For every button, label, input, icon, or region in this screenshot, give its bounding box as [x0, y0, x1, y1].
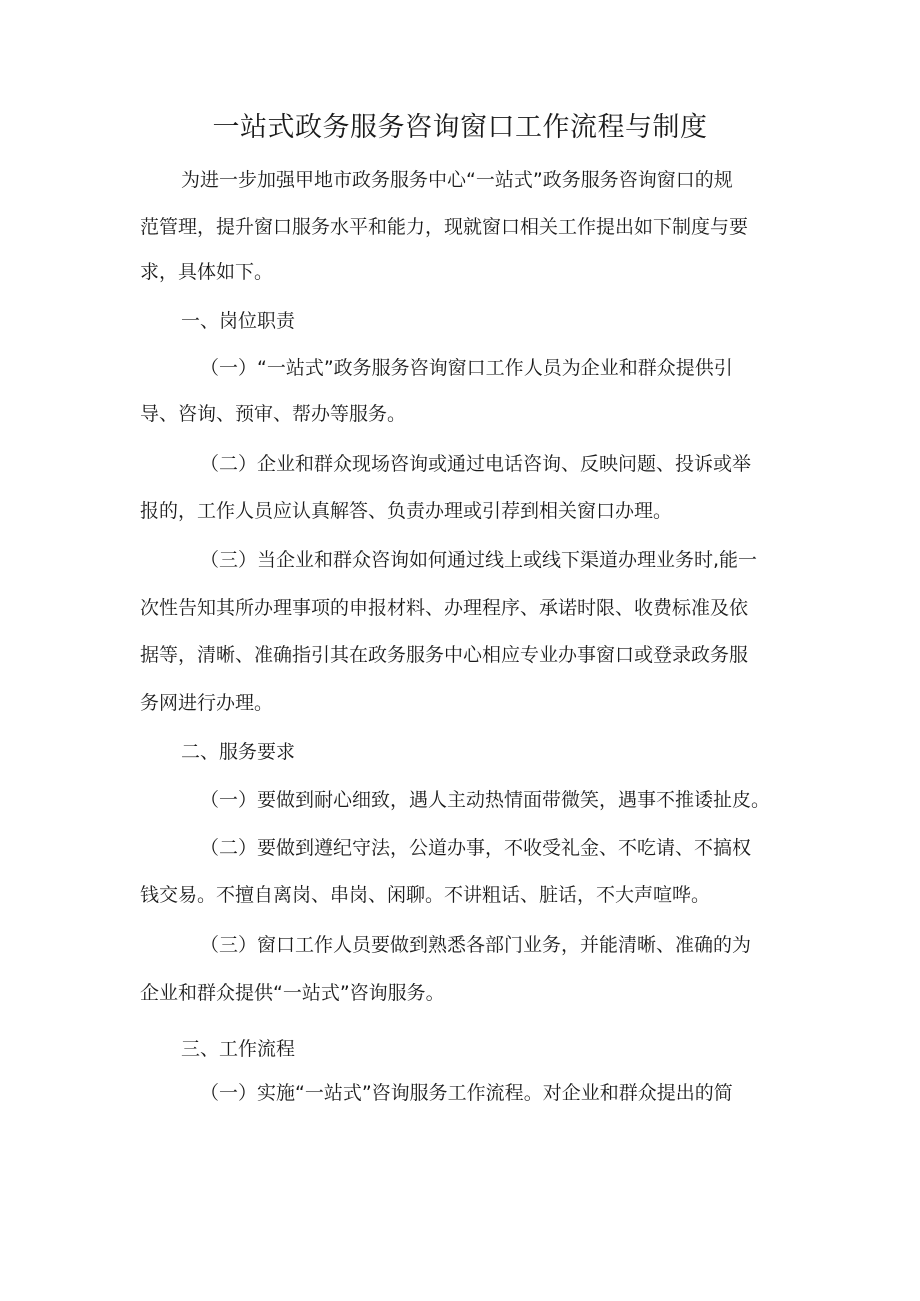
item-2-1-line-1: （一）要做到耐心细致，遇人主动热情面带微笑，遇事不推诿扯皮。 — [200, 789, 771, 811]
item-1-1-line-1: （一）“一站式”政务服务咨询窗口工作人员为企业和群众提供引 — [200, 357, 733, 379]
item-1-2-line-2: 报的，工作人员应认真解答、负责办理或引荐到相关窗口办理。 — [140, 500, 673, 522]
item-1-3-line-1: （三）当企业和群众咨询如何通过线上或线下渠道办理业务时,能一 — [200, 549, 758, 571]
section-heading-3: 三、工作流程 — [181, 1038, 296, 1060]
item-3-1-line-1: （一）实施“一站式”咨询服务工作流程。对企业和群众提出的简 — [200, 1082, 733, 1104]
section-heading-2: 二、服务要求 — [181, 741, 296, 763]
paragraph-intro-line-3: 求，具体如下。 — [140, 261, 274, 283]
item-1-3-line-2: 次性告知其所办理事项的申报材料、办理程序、承诺时限、收费标准及依 — [140, 597, 749, 619]
paragraph-intro-line-2: 范管理，提升窗口服务水平和能力，现就窗口相关工作提出如下制度与要 — [140, 216, 749, 238]
item-1-3-line-3: 据等，清晰、准确指引其在政务服务中心相应专业办事窗口或登录政务服 — [140, 644, 749, 666]
item-1-3-line-4: 务网进行办理。 — [140, 692, 274, 714]
item-2-3-line-2: 企业和群众提供“一站式”咨询服务。 — [140, 982, 445, 1004]
item-1-2-line-1: （二）企业和群众现场咨询或通过电话咨询、反映问题、投诉或举 — [200, 453, 752, 475]
section-heading-1: 一、岗位职责 — [181, 310, 296, 332]
item-2-2-line-1: （二）要做到遵纪守法，公道办事，不收受礼金、不吃请、不搞权 — [200, 837, 752, 859]
paragraph-intro-line-1: 为进一步加强甲地市政务服务中心“一站式”政务服务咨询窗口的规 — [181, 169, 733, 191]
item-1-1-line-2: 导、咨询、预审、帮办等服务。 — [140, 403, 407, 425]
item-2-3-line-1: （三）窗口工作人员要做到熟悉各部门业务，并能清晰、准确的为 — [200, 934, 752, 956]
item-2-2-line-2: 钱交易。不擅自离岗、串岗、闲聊。不讲粗话、脏话，不大声喧哗。 — [140, 884, 711, 906]
document-title: 一站式政务服务咨询窗口工作流程与制度 — [212, 112, 708, 143]
